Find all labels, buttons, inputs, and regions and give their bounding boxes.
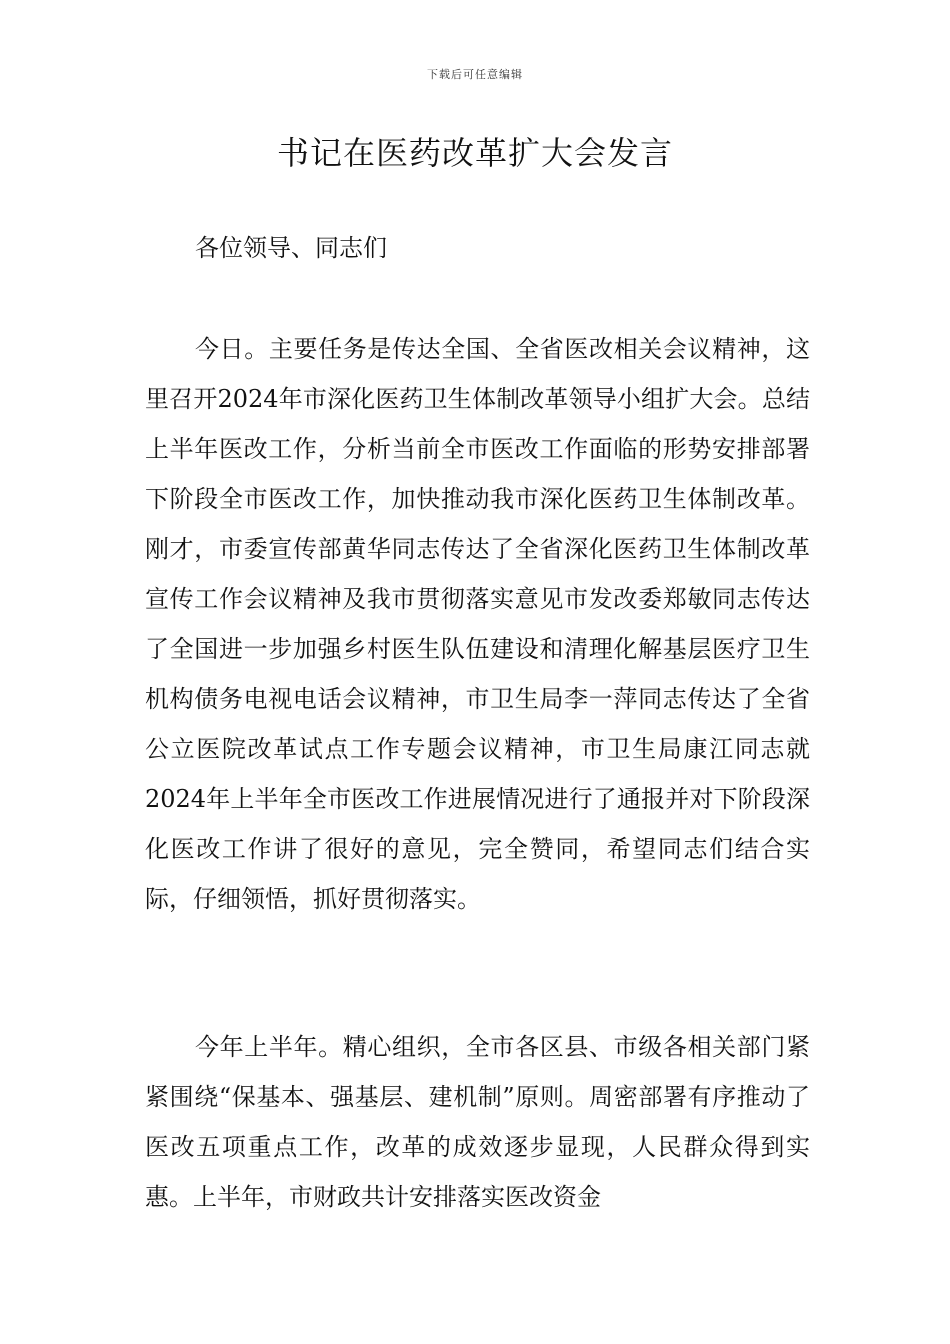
document-title: 书记在医药改革扩大会发言 <box>276 134 673 172</box>
salutation <box>145 223 810 273</box>
paragraph-1 <box>145 324 810 924</box>
paragraph-1-text: 今日。主要任务是传达全国、全省医改相关会议精神，这里召开2024年市深化医药卫生体制改革领导小组扩大会。总结上半年医改工作，分析当前全市医改工作面临的形势安排部署下阶段全市医改工作，加快推动我市深化医药卫生体制改革。刚才，市委宣传部黄华同志传达了全省深化医药卫生体制改革宣传工作会议精神及我市贯彻落实意见市发改委郑敏同志传达了全国进一步加强乡村医生队伍建设和清理化解基层医疗卫生机构债务电视电话会议精神，市卫生局李一萍同志传达了全省公立医院改革试点工作专题会议精神，市卫生局康江同志就2024年上半年全市医改工作进展情况进行了通报并对下阶段深化医改工作讲了很好的意见，完全赞同，希望同志们结合实际，仔细领悟，抓好贯彻落实。 <box>145 335 810 913</box>
salutation-text: 各位领导、同志们 <box>195 234 387 262</box>
header-note: 下载后可任意编辑 <box>427 68 523 81</box>
paragraph-2 <box>145 1022 810 1222</box>
paragraph-2-text: 今年上半年。精心组织，全市各区县、市级各相关部门紧紧围绕“保基本、强基层、建机制”原则。周密部署有序推动了医改五项重点工作，改革的成效逐步显现，人民群众得到实惠。上半年，市财政共计安排落实医改资金 <box>145 1033 810 1211</box>
